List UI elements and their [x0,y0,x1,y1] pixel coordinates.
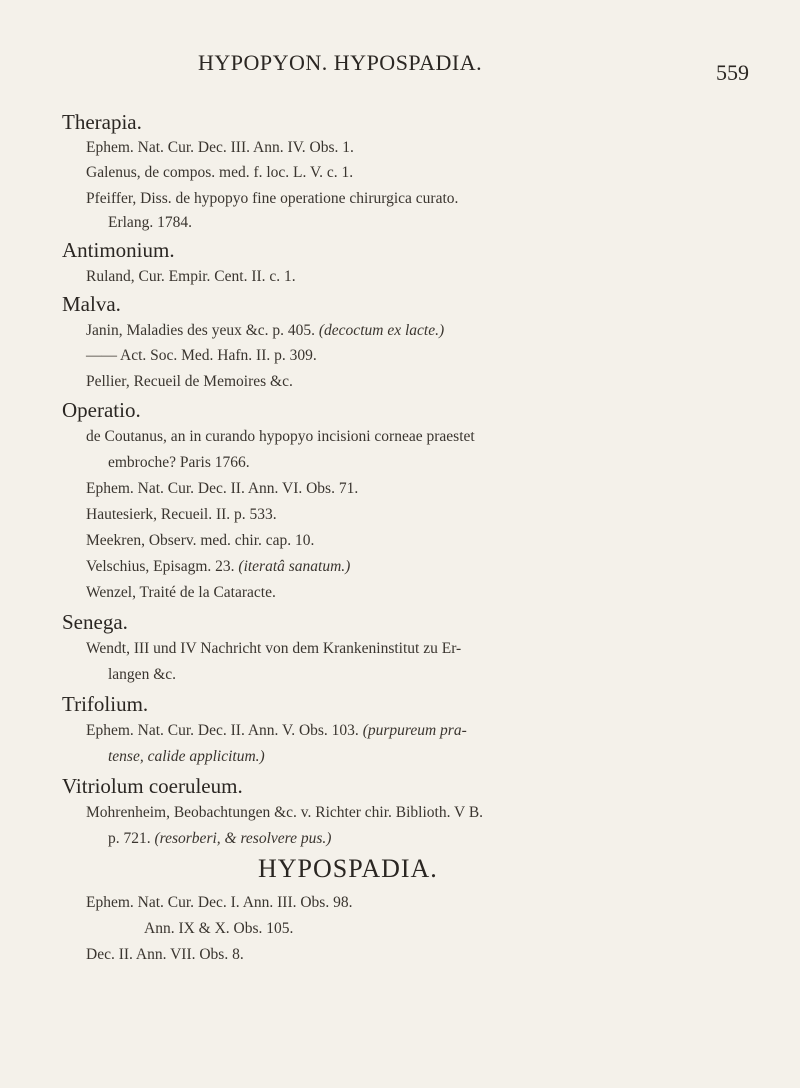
line-text: Ephem. Nat. Cur. Dec. II. Ann. V. Obs. 103. [86,722,359,739]
line-text: Wenzel, Traité de la Cataracte. [86,584,276,601]
line-text: langen &c. [108,666,177,683]
line-text: Ann. IX & X. Obs. 105. [144,920,294,937]
citation-line [86,946,244,964]
line-text: Ruland, Cur. Empir. Cent. II. c. 1. [86,268,296,285]
citation-line [108,454,250,472]
line-text: Dec. II. Ann. VII. Obs. 8. [86,946,244,963]
italic-note: (iteratâ sanatum.) [238,558,351,575]
line-text: —— Act. Soc. Med. Hafn. II. p. 309. [86,347,317,364]
citation-line [86,322,444,340]
line-text: Mohrenheim, Beobachtungen &c. v. Richter chir. Biblioth. V B. [86,804,484,821]
citation-line [86,584,276,602]
line-text: Vitriolum coeruleum. [62,774,243,798]
line-text: Ephem. Nat. Cur. Dec. III. Ann. IV. Obs. 1. [86,139,354,156]
line-text: Wendt, III und IV Nachricht von dem Krankeninstitut zu Er- [86,640,462,657]
running-head: HYPOPYON. HYPOSPADIA. [198,50,483,75]
section-heading [62,110,142,135]
line-text: Pfeiffer, Diss. de hypopyo fine operatione chirurgica curato. [86,190,459,207]
citation-line [144,920,293,938]
section-heading [62,774,243,799]
line-text: Senega. [62,610,128,634]
citation-line [86,347,317,365]
section-heading [62,610,128,635]
citation-line [86,190,458,208]
citation-line [86,506,277,524]
line-text: Velschius, Episagm. 23. [86,558,235,575]
citation-line [86,164,353,182]
citation-line [86,139,354,157]
citation-line [108,214,192,232]
section-heading [62,692,148,717]
citation-line [86,722,467,740]
line-text: Operatio. [62,398,141,422]
citation-line [108,666,176,684]
citation-line [108,830,331,848]
line-text: p. 721. [108,830,151,847]
section-heading [62,238,175,263]
citation-line [86,428,475,446]
line-text: Malva. [62,292,121,316]
citation-line [86,480,358,498]
citation-line [86,640,461,658]
line-text: Ephem. Nat. Cur. Dec. II. Ann. VI. Obs. 71. [86,480,359,497]
line-text: embroche? Paris 1766. [108,454,250,471]
page-number: 559 [716,60,749,85]
line-text: Pellier, Recueil de Memoires &c. [86,373,293,390]
citation-line [86,268,296,286]
citation-line [86,804,483,822]
section-heading [62,398,141,423]
line-text: Antimonium. [62,238,175,262]
citation-line [86,373,293,391]
section-heading [258,854,438,884]
line-text: Hautesierk, Recueil. II. p. 533. [86,506,277,523]
citation-line [108,748,265,766]
italic-note: (resorberi, & resolvere pus.) [154,830,332,847]
citation-line [86,558,350,576]
section-heading [62,292,121,317]
line-text: de Coutanus, an in curando hypopyo incisioni corneae praestet [86,428,475,445]
line-text: Janin, Maladies des yeux &c. p. 405. [86,322,316,339]
line-text: Meekren, Observ. med. chir. cap. 10. [86,532,315,549]
line-text: Trifolium. [62,692,149,716]
line-text: Ephem. Nat. Cur. Dec. I. Ann. III. Obs. 98. [86,894,353,911]
citation-line [86,532,314,550]
italic-note: (decoctum ex lacte.) [318,322,445,339]
line-text: Galenus, de compos. med. f. loc. L. V. c. 1. [86,164,354,181]
line-text: HYPOSPADIA. [258,854,438,883]
line-text: Therapia. [62,110,142,134]
citation-line [86,894,352,912]
italic-note: (purpureum pra- [362,722,467,739]
italic-note: tense, calide applicitum.) [108,748,265,765]
line-text: Erlang. 1784. [108,214,192,231]
